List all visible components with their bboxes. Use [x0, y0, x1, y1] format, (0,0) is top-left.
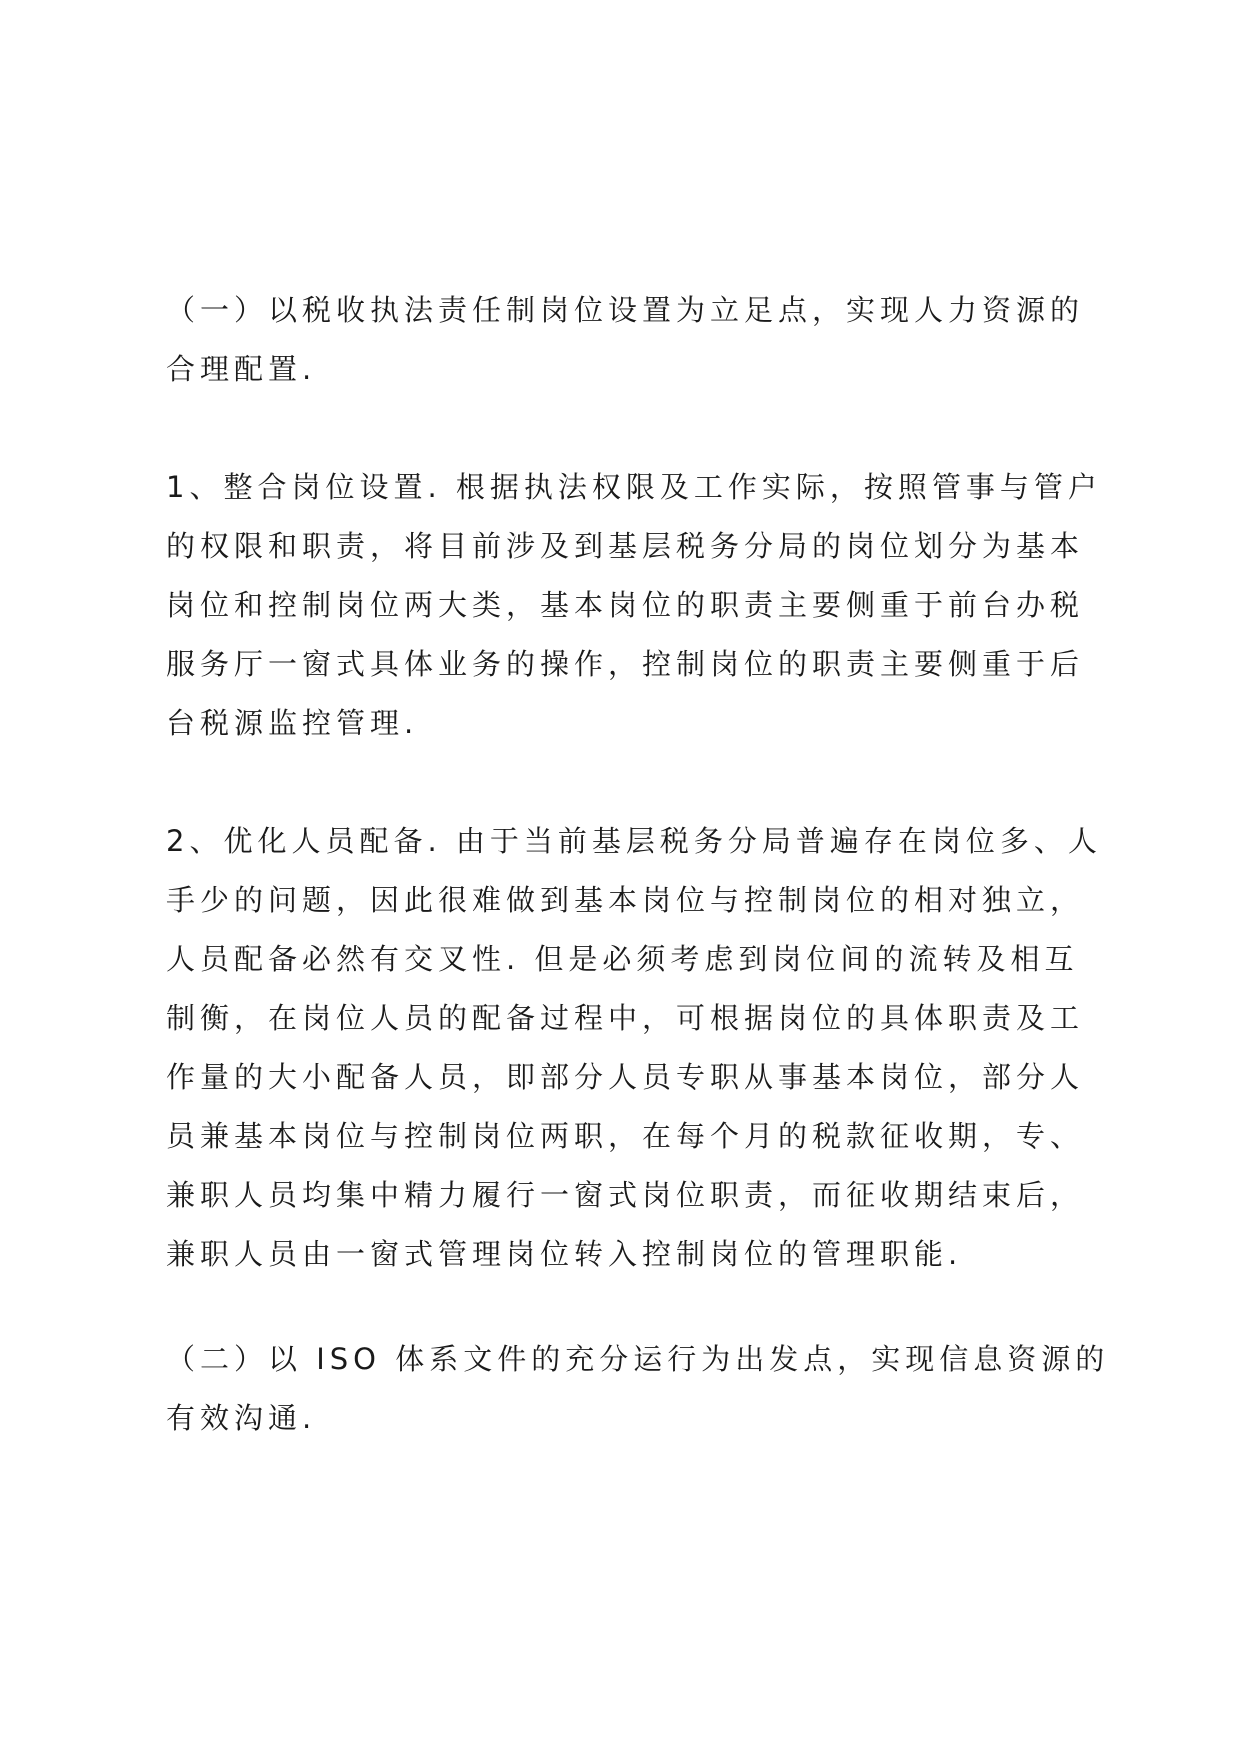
text-line: 作量的大小配备人员，即部分人员专职从事基本岗位，部分人	[166, 1060, 1085, 1094]
text-line: 制衡，在岗位人员的配备过程中，可根据岗位的具体职责及工	[166, 1001, 1085, 1035]
section-heading-2	[166, 1330, 1110, 1448]
paragraph-integrate-positions	[166, 458, 1102, 753]
text-line: 兼职人员由一窗式管理岗位转入控制岗位的管理职能.	[166, 1237, 963, 1271]
text-line: 手少的问题，因此很难做到基本岗位与控制岗位的相对独立，	[166, 883, 1085, 917]
text-line: 1、整合岗位设置. 根据执法权限及工作实际，按照管事与管户	[166, 470, 1102, 504]
text-line: 2、优化人员配备. 由于当前基层税务分局普遍存在岗位多、人	[166, 824, 1102, 858]
text-line: 员兼基本岗位与控制岗位两职，在每个月的税款征收期，专、	[166, 1119, 1085, 1153]
text-line: 人员配备必然有交叉性. 但是必须考虑到岗位间的流转及相互	[166, 942, 1079, 976]
text-line: 有效沟通.	[166, 1401, 317, 1435]
text-line: 服务厅一窗式具体业务的操作，控制岗位的职责主要侧重于后	[166, 647, 1085, 681]
text-line: 合理配置.	[166, 352, 317, 386]
text-line: （一）以税收执法责任制岗位设置为立足点，实现人力资源的	[166, 293, 1085, 327]
paragraph-optimize-staffing	[166, 812, 1102, 1284]
text-line: 的权限和职责，将目前涉及到基层税务分局的岗位划分为基本	[166, 529, 1085, 563]
text-line: 台税源监控管理.	[166, 706, 419, 740]
text-line: 兼职人员均集中精力履行一窗式岗位职责，而征收期结束后，	[166, 1178, 1085, 1212]
text-line: （二）以 ISO 体系文件的充分运行为出发点，实现信息资源的	[166, 1342, 1110, 1376]
section-heading-1	[166, 281, 1086, 399]
text-line: 岗位和控制岗位两大类，基本岗位的职责主要侧重于前台办税	[166, 588, 1085, 622]
